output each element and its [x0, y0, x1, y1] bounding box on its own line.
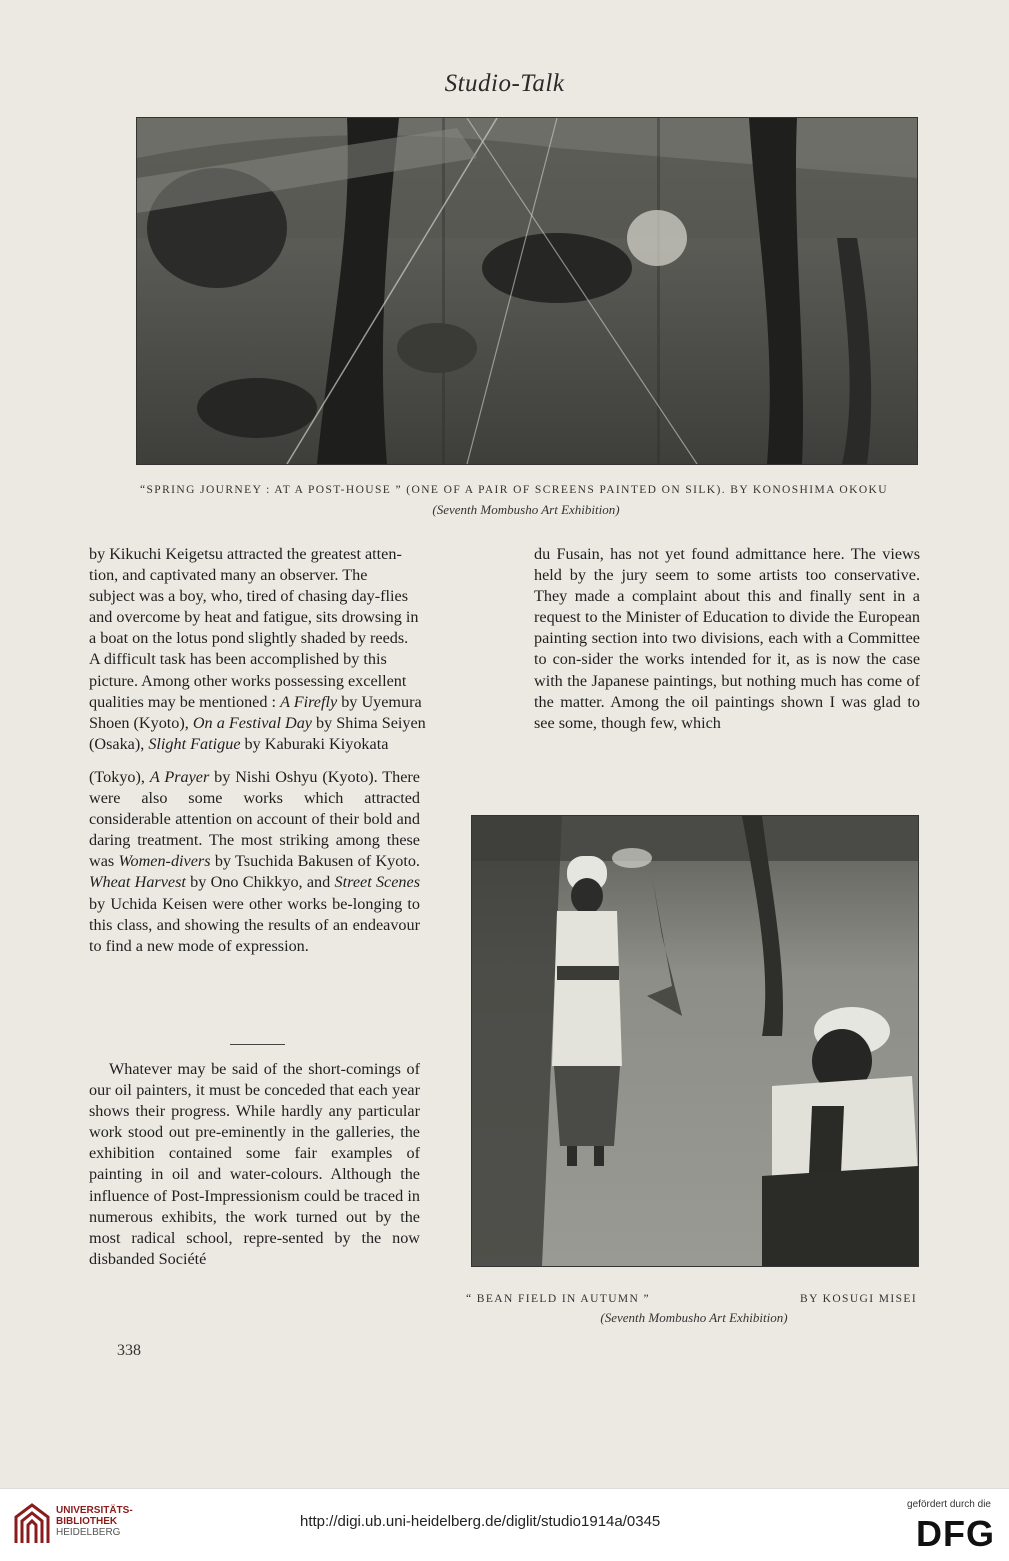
library-logo-icon [12, 1503, 52, 1552]
text-line: picture. Among other works possessing excellent [89, 671, 407, 690]
text-line: tion, and captivated many an observer. The [89, 566, 368, 585]
column-1-top [89, 544, 513, 755]
text-line: (Osaka), Slight Fatigue by Kaburaki Kiyokata [89, 734, 389, 753]
text-line: and overcome by heat and fatigue, sits drowsing in [89, 608, 419, 627]
running-header: Studio-Talk [444, 70, 565, 97]
text-line: subject was a boy, who, tired of chasing day-flies [89, 587, 409, 606]
dfg-logo: DFG [916, 1513, 995, 1554]
painting-spring-journey [136, 117, 918, 465]
plate-subcaption: (Seventh Mombusho Art Exhibition) [432, 502, 620, 517]
text-line: a boat on the lotus pond slightly shaded by reeds. [89, 629, 409, 648]
paragraph: (Tokyo), A Prayer by Nishi Oshyu (Kyoto). There were also some works which attracted considerable attention on account of their bold and daring treatment. The most striking among these was Women-divers by Tsuchida Bakusen of Kyoto. Wheat Harvest by Ono Chikkyo, and Street Scenes by Uchida Keisen were other works be-longing to this class, and showing the results of an endeavour to find a new mode of expression. [89, 768, 421, 955]
column-2 [534, 544, 920, 734]
text-line: qualities may be mentioned : A Firefly by Uyemura [89, 692, 422, 711]
plate-subcaption: (Seventh Mombusho Art Exhibition) [600, 1310, 788, 1325]
plate-caption-artist: BY KOSUGI MISEI [800, 1293, 918, 1305]
plate-caption-title: “ BEAN FIELD IN AUTUMN ” [466, 1293, 651, 1305]
text-line: A difficult task has been accomplished by this [89, 650, 387, 669]
paragraph: Whatever may be said of the short-comings of our oil painters, it must be conceded that each year shows their progress. While hardly any particular work stood out pre-eminently in the galleries, the exhibition contained some fair examples of painting in oil and water-colours. Although the influence of Post-Impressionism could be traced in numerous exhibits, the work turned out by the most radical school, repre-sented by the now disbanded Société [89, 1060, 420, 1268]
painting-bean-field [471, 815, 919, 1267]
text-line: by Kikuchi Keigetsu attracted the greatest atten- [89, 545, 402, 563]
section-divider [230, 1044, 285, 1045]
library-name: UNIVERSITÄTS- BIBLIOTHEK HEIDELBERG [56, 1505, 133, 1538]
footer-bar [0, 1488, 1009, 1561]
source-url-link[interactable]: http://digi.ub.uni-heidelberg.de/diglit/studio1914a/0345 [300, 1513, 661, 1530]
funded-by-label: gefördert durch die [907, 1499, 991, 1510]
paragraph: du Fusain, has not yet found admittance here. The views held by the jury seem to some artists too conservative. They made a complaint about this and finally sent in a request to the Minister of Education to divide the European painting section into two divisions, each with a Committee to con-sider the works intended for it, as is now the case with the Japanese paintings, but nothing much has come of the matter. Among the oil paintings shown I was glad to see some, though few, which [534, 545, 920, 732]
column-1-narrow [89, 767, 420, 957]
page-number: 338 [117, 1342, 141, 1359]
plate-caption: “SPRING JOURNEY : AT A POST-HOUSE ” (ONE OF A PAIR OF SCREENS PAINTED ON SILK). BY KONOSHIMA OKOKU [140, 484, 888, 496]
column-1-paragraph-2 [89, 1059, 420, 1270]
text-line: Shoen (Kyoto), On a Festival Day by Shima Seiyen [89, 713, 426, 732]
